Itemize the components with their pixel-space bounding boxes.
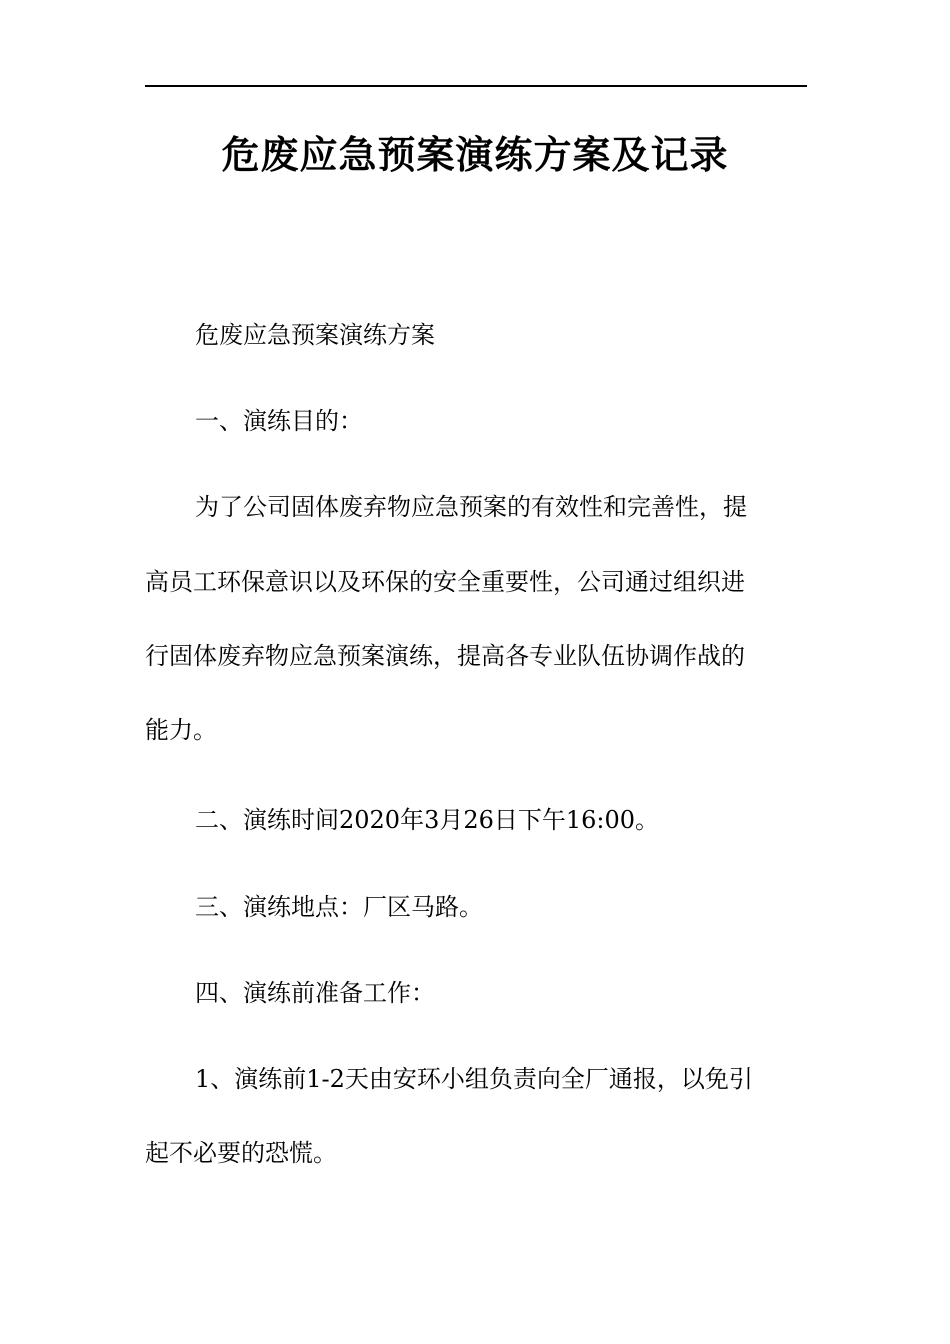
header-rule — [145, 85, 807, 87]
paragraph-line: 1、演练前1-2天由安环小组负责向全厂通报，以免引 — [195, 1065, 753, 1093]
paragraph-line: 行固体废弃物应急预案演练，提高各专业队伍协调作战的 — [145, 642, 745, 670]
section-heading: 二、演练时间2020年3月26日下午16:00。 — [195, 806, 660, 834]
section-heading: 一、演练目的： — [195, 407, 363, 435]
paragraph-line: 能力。 — [145, 716, 217, 744]
document-title: 危废应急预案演练方案及记录 — [221, 132, 729, 177]
paragraph-line: 为了公司固体废弃物应急预案的有效性和完善性，提 — [195, 493, 747, 521]
section-heading: 三、演练地点：厂区马路。 — [195, 893, 483, 921]
paragraph-line: 高员工环保意识以及环保的安全重要性，公司通过组织进 — [145, 568, 745, 596]
section-heading: 危废应急预案演练方案 — [195, 321, 435, 349]
section-heading: 四、演练前准备工作： — [195, 979, 435, 1007]
paragraph-line: 起不必要的恐慌。 — [145, 1139, 337, 1167]
